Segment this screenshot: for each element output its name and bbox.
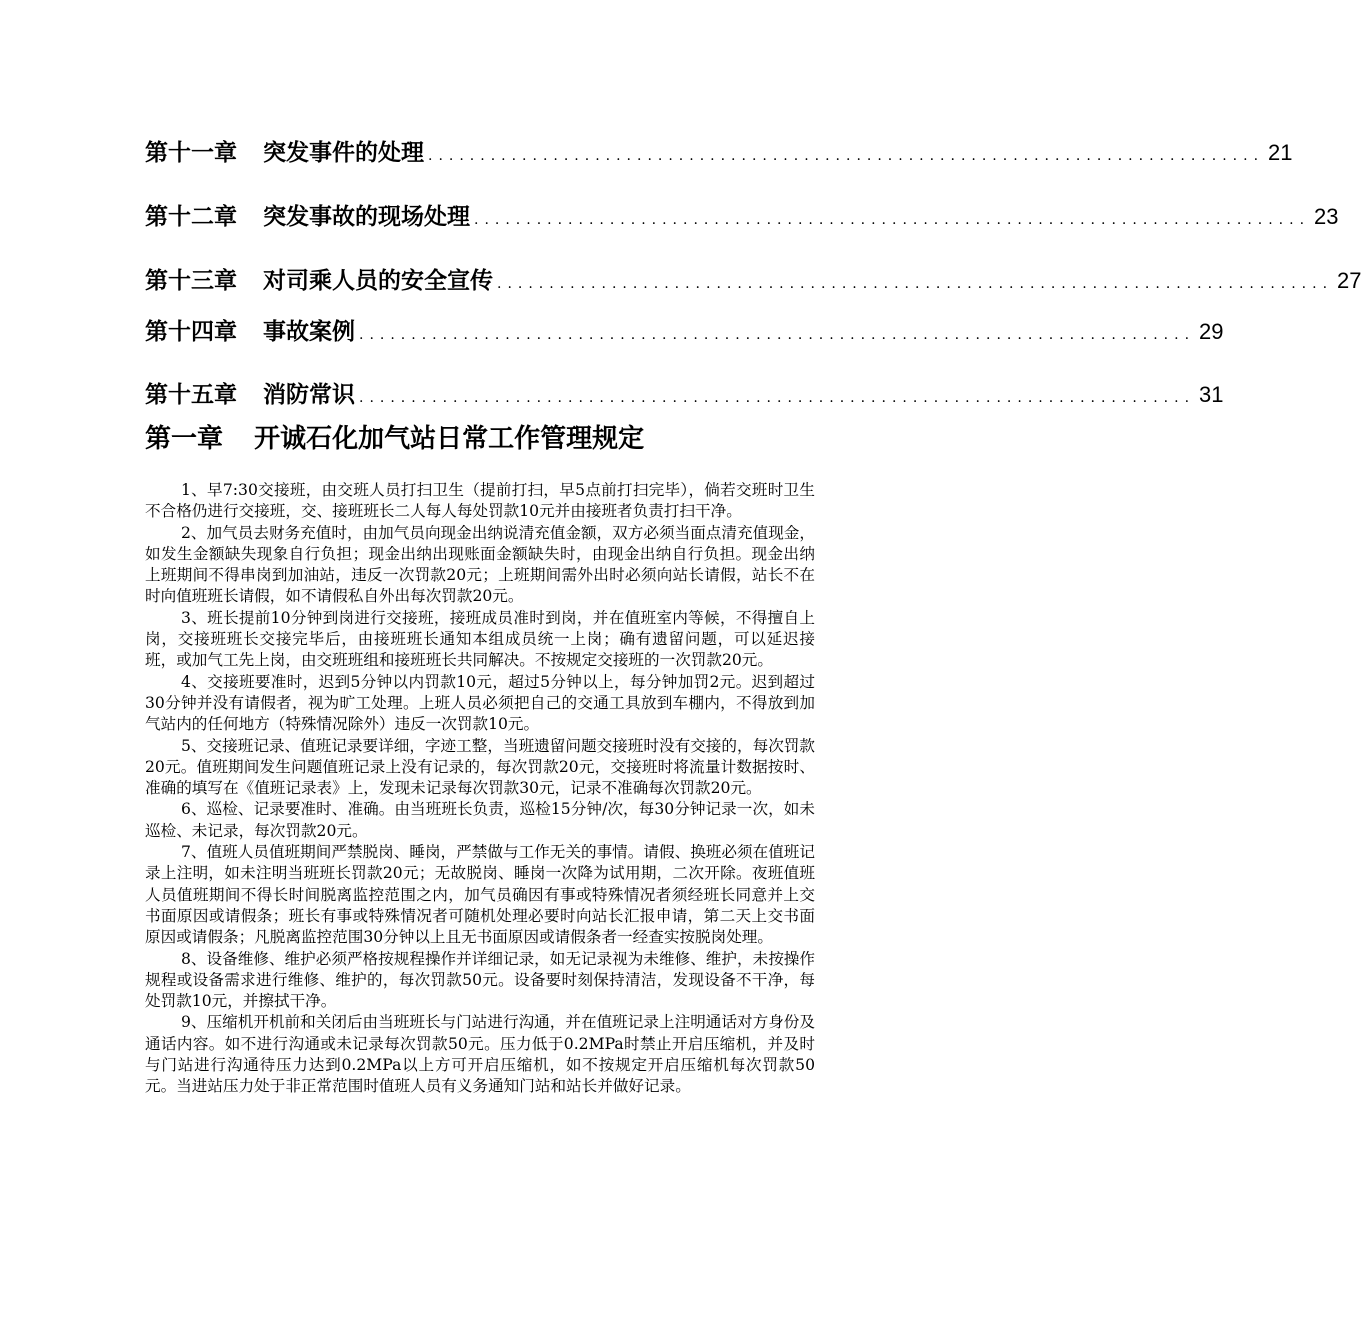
chapter-heading-label: 第一章 [145, 424, 224, 454]
toc-entry-13[interactable] [145, 262, 1362, 295]
toc-entry-15[interactable] [145, 376, 1224, 409]
toc-page-number: 31 [1199, 382, 1224, 407]
toc-chapter-title: 消防常识 [263, 381, 355, 408]
toc-page-number: 29 [1199, 319, 1224, 344]
toc-dot-leader: ................................................................................ [474, 212, 1311, 228]
rule-paragraph-1: 1、早7:30交接班，由交班人员打扫卫生（提前打扫，早5点前打扫完毕），倘若交班时卫生不合格仍进行交接班，交、接班班长二人每人每处罚款10元并由接班者负责打扫干净。 [145, 481, 815, 521]
toc-dot-leader: ................................................................................ [359, 327, 1196, 343]
toc-chapter-number: 第十一章 [145, 139, 237, 166]
toc-page-number: 27 [1337, 268, 1362, 293]
toc-page-number: 21 [1268, 140, 1293, 165]
chapter-body [145, 480, 815, 1098]
toc-dot-leader: ................................................................................ [497, 276, 1334, 292]
toc-chapter-number: 第十二章 [145, 203, 237, 230]
toc-entry-12[interactable] [145, 198, 1339, 231]
toc-dot-leader: ................................................................................ [359, 390, 1196, 406]
rule-paragraph-2: 2、加气员去财务充值时，由加气员向现金出纳说清充值金额，双方必须当面点清充值现金，如发生金额缺失现象自行负担；现金出纳出现账面金额缺失时，由现金出纳自行负担。现金出纳上班期间不得串岗到加油站，违反一次罚款20元；上班期间需外出时必须向站长请假，站长不在时向值班班长请假，如不请假私自外出每次罚款20元。 [145, 523, 815, 606]
toc-chapter-title: 对司乘人员的安全宣传 [263, 267, 493, 294]
toc-page-number: 23 [1314, 204, 1339, 229]
toc-chapter-number: 第十三章 [145, 267, 237, 294]
rule-paragraph-8: 8、设备维修、维护必须严格按规程操作并详细记录，如无记录视为未维修、维护，未按操作规程或设备需求进行维修、维护的，每次罚款50元。设备要时刻保持清洁，发现设备不干净，每处罚款10元，并擦拭干净。 [145, 949, 815, 1011]
rule-paragraph-3: 3、班长提前10分钟到岗进行交接班，接班成员准时到岗，并在值班室内等候，不得擅自上岗，交接班班长交接完毕后，由接班班长通知本组成员统一上岗；确有遗留问题，可以延迟接班，或加气工先上岗，由交班班组和接班班长共同解决。不按规定交接班的一次罚款20元。 [145, 608, 815, 670]
toc-entry-14[interactable] [145, 313, 1224, 346]
rule-paragraph-6: 6、巡检、记录要准时、准确。由当班班长负责，巡检15分钟/次，每30分钟记录一次，如未巡检、未记录，每次罚款20元。 [145, 800, 815, 840]
toc-chapter-number: 第十五章 [145, 381, 237, 408]
toc-entry-11[interactable] [145, 134, 1293, 167]
rule-paragraph-5: 5、交接班记录、值班记录要详细，字迹工整，当班遗留问题交接班时没有交接的，每次罚款20元。值班期间发生问题值班记录上没有记录的，每次罚款20元，交接班时将流量计数据按时、准确的填写在《值班记录表》上，发现未记录每次罚款30元，记录不准确每次罚款20元。 [145, 736, 815, 798]
rule-paragraph-9: 9、压缩机开机前和关闭后由当班班长与门站进行沟通，并在值班记录上注明通话对方身份及通话内容。如不进行沟通或未记录每次罚款50元。压力低于0.2MPa时禁止开启压缩机，并及时与门站进行沟通待压力达到0.2MPa以上方可开启压缩机，如不按规定开启压缩机每次罚款50元。当进站压力处于非正常范围时值班人员有义务通知门站和站长并做好记录。 [145, 1013, 815, 1096]
toc-dot-leader: ................................................................................ [428, 148, 1265, 164]
chapter-heading-title: 开诚石化加气站日常工作管理规定 [254, 424, 645, 454]
chapter-heading [145, 418, 644, 455]
rule-paragraph-4: 4、交接班要准时，迟到5分钟以内罚款10元，超过5分钟以上，每分钟加罚2元。迟到超过30分钟并没有请假者，视为旷工处理。上班人员必须把自己的交通工具放到车棚内，不得放到加气站内的任何地方（特殊情况除外）违反一次罚款10元。 [145, 672, 815, 734]
toc-chapter-title: 突发事故的现场处理 [263, 203, 470, 230]
toc-chapter-number: 第十四章 [145, 318, 237, 345]
toc-chapter-title: 事故案例 [263, 318, 355, 345]
rule-paragraph-7: 7、值班人员值班期间严禁脱岗、睡岗，严禁做与工作无关的事情。请假、换班必须在值班记录上注明，如未注明当班班长罚款20元；无故脱岗、睡岗一次降为试用期，二次开除。夜班值班人员值班期间不得长时间脱离监控范围之内，加气员确因有事或特殊情况者须经班长同意并上交书面原因或请假条；班长有事或特殊情况者可随机处理必要时向站长汇报申请，第二天上交书面原因或请假条；凡脱离监控范围30分钟以上且无书面原因或请假条者一经查实按脱岗处理。 [145, 843, 815, 947]
toc-chapter-title: 突发事件的处理 [263, 139, 424, 166]
